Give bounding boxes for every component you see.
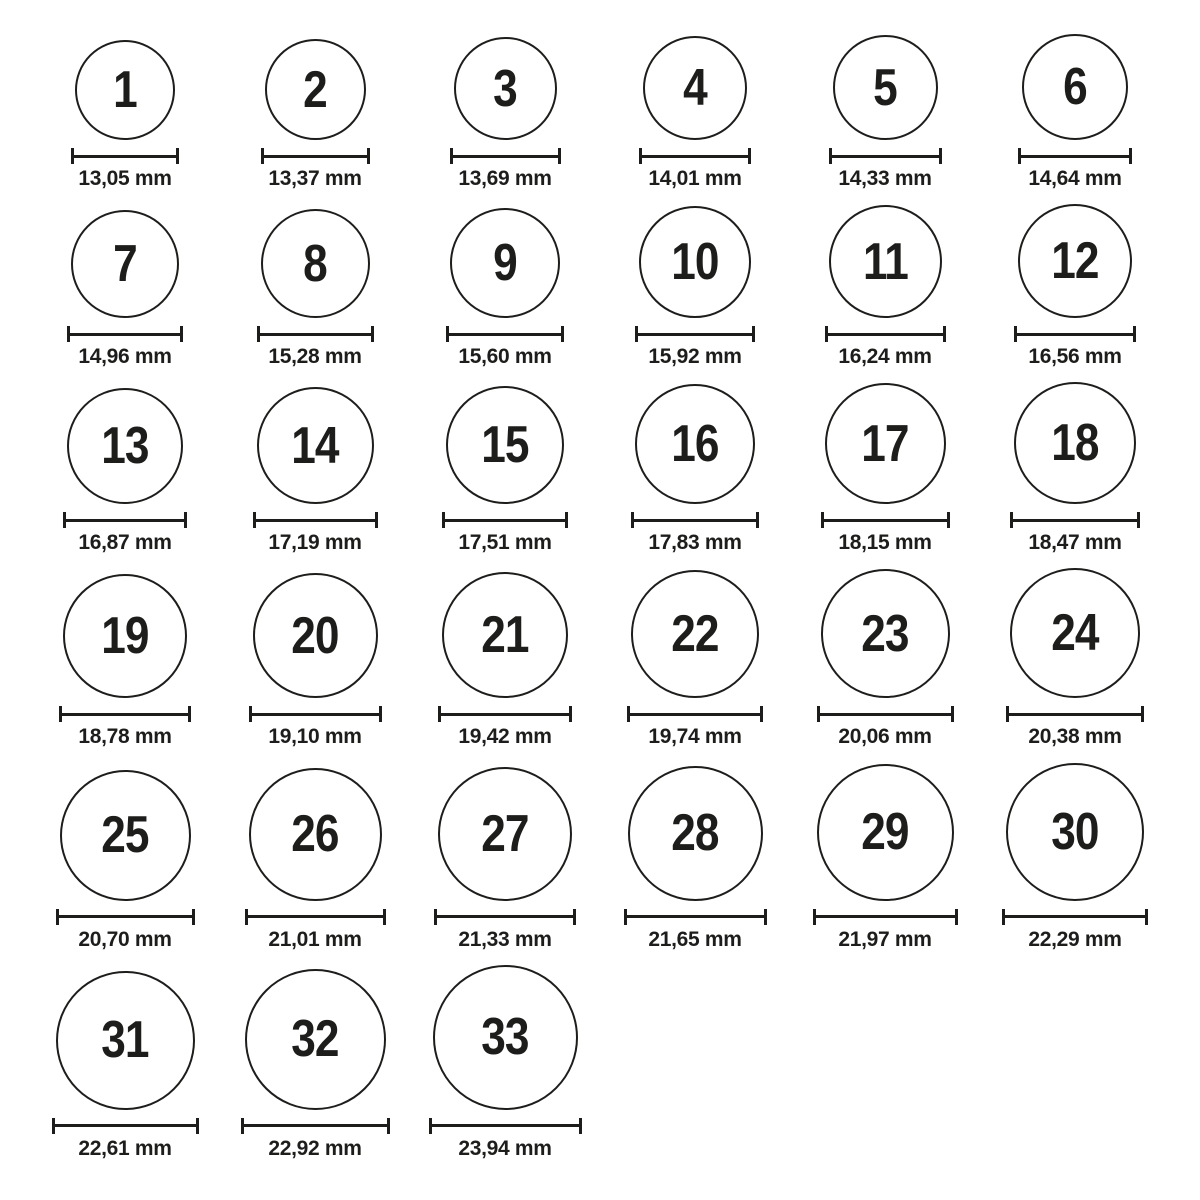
ring-size-number: 13 bbox=[101, 417, 149, 476]
ring-item bbox=[438, 572, 572, 749]
diameter-measure-ruler bbox=[627, 706, 763, 722]
ring-item bbox=[635, 206, 755, 369]
ring-circle bbox=[628, 766, 763, 901]
ring-circle bbox=[817, 764, 954, 901]
diameter-measure-ruler bbox=[825, 326, 946, 342]
ring-circle bbox=[643, 36, 747, 140]
ring-size-number: 4 bbox=[683, 59, 707, 117]
measure-line-bar bbox=[1005, 915, 1145, 918]
ring-circle bbox=[261, 209, 370, 318]
diameter-measure-ruler bbox=[71, 148, 179, 164]
diameter-label: 16,56 mm bbox=[1028, 345, 1122, 369]
ring-item bbox=[241, 969, 390, 1161]
diameter-label: 14,01 mm bbox=[648, 167, 742, 190]
measure-line-bar bbox=[74, 155, 176, 158]
measure-line-bar bbox=[59, 915, 192, 918]
ring-circle bbox=[75, 40, 175, 140]
ring-item bbox=[71, 40, 179, 191]
diameter-label: 21,65 mm bbox=[648, 927, 742, 951]
diameter-label: 19,42 mm bbox=[458, 725, 552, 749]
ring-size-number: 30 bbox=[1051, 802, 1099, 861]
diameter-label: 17,83 mm bbox=[648, 531, 742, 555]
ring-circle bbox=[639, 206, 751, 318]
ring-item bbox=[245, 768, 386, 952]
diameter-measure-ruler bbox=[1014, 326, 1136, 342]
ring-size-number: 18 bbox=[1051, 414, 1099, 473]
ring-size-number: 22 bbox=[671, 605, 719, 664]
ring-circle bbox=[1006, 763, 1144, 901]
ring-size-number: 20 bbox=[291, 606, 339, 665]
measure-line-bar bbox=[816, 915, 955, 918]
ring-circle bbox=[1018, 204, 1132, 318]
diameter-measure-ruler bbox=[429, 1118, 582, 1134]
diameter-label: 21,97 mm bbox=[838, 927, 932, 951]
ring-item bbox=[813, 764, 958, 952]
ring-size-number: 15 bbox=[481, 416, 529, 475]
ring-size-number: 27 bbox=[481, 804, 529, 863]
measure-line-bar bbox=[441, 713, 569, 716]
diameter-measure-ruler bbox=[1002, 909, 1148, 925]
ring-circle bbox=[442, 572, 568, 698]
measure-line-bar bbox=[445, 519, 565, 522]
ring-circle bbox=[56, 971, 195, 1110]
diameter-label: 18,47 mm bbox=[1028, 531, 1122, 555]
ring-circle bbox=[253, 573, 378, 698]
diameter-measure-ruler bbox=[245, 909, 386, 925]
ring-item bbox=[631, 384, 759, 555]
ring-circle bbox=[829, 205, 942, 318]
diameter-label: 20,70 mm bbox=[78, 927, 172, 951]
measure-line-bar bbox=[453, 155, 558, 158]
diameter-measure-ruler bbox=[1018, 148, 1132, 164]
ring-size-number: 9 bbox=[493, 234, 517, 293]
measure-line-bar bbox=[1009, 713, 1141, 716]
ring-circle bbox=[67, 388, 183, 504]
diameter-label: 13,37 mm bbox=[268, 167, 362, 190]
ring-size-number: 33 bbox=[481, 1008, 529, 1067]
ring-circle bbox=[631, 570, 759, 698]
ring-item bbox=[1006, 568, 1144, 749]
ring-item bbox=[1018, 34, 1132, 191]
ring-item bbox=[63, 388, 187, 555]
diameter-measure-ruler bbox=[631, 512, 759, 528]
diameter-measure-ruler bbox=[635, 326, 755, 342]
ring-size-number: 1 bbox=[113, 61, 137, 119]
ring-size-number: 6 bbox=[1063, 58, 1087, 116]
ring-circle bbox=[265, 39, 366, 140]
ring-circle bbox=[245, 969, 386, 1110]
measure-line-bar bbox=[634, 519, 756, 522]
ring-item bbox=[627, 570, 763, 749]
diameter-label: 21,01 mm bbox=[268, 927, 362, 951]
diameter-label: 21,33 mm bbox=[458, 927, 552, 951]
ring-item bbox=[67, 210, 183, 369]
ring-size-number: 23 bbox=[861, 604, 909, 663]
measure-line-bar bbox=[1013, 519, 1137, 522]
ring-size-number: 32 bbox=[291, 1010, 339, 1069]
ring-circle bbox=[63, 574, 187, 698]
measure-line-bar bbox=[1017, 333, 1133, 336]
measure-line-bar bbox=[1021, 155, 1129, 158]
measure-line-bar bbox=[828, 333, 943, 336]
ring-item bbox=[434, 767, 576, 952]
measure-line-bar bbox=[432, 1124, 579, 1127]
diameter-measure-ruler bbox=[446, 326, 564, 342]
ring-item bbox=[825, 205, 946, 369]
ring-item bbox=[817, 569, 954, 749]
diameter-measure-ruler bbox=[56, 909, 195, 925]
diameter-measure-ruler bbox=[253, 512, 378, 528]
ring-circle bbox=[433, 965, 578, 1110]
ring-circle bbox=[833, 35, 938, 140]
diameter-label: 14,33 mm bbox=[838, 167, 932, 190]
ring-size-number: 7 bbox=[113, 235, 137, 294]
ring-size-number: 25 bbox=[101, 806, 149, 865]
ring-size-number: 17 bbox=[861, 414, 909, 473]
measure-line-bar bbox=[820, 713, 951, 716]
ring-item bbox=[429, 965, 582, 1161]
ring-circle bbox=[454, 37, 557, 140]
ring-circle bbox=[446, 386, 564, 504]
ring-circle bbox=[635, 384, 755, 504]
diameter-label: 22,61 mm bbox=[78, 1136, 172, 1160]
measure-line-bar bbox=[62, 713, 188, 716]
ring-size-number: 5 bbox=[873, 58, 897, 117]
ring-circle bbox=[257, 387, 374, 504]
diameter-label: 18,78 mm bbox=[78, 725, 172, 749]
ring-size-number: 14 bbox=[291, 416, 339, 475]
diameter-label: 19,74 mm bbox=[648, 725, 742, 749]
ring-size-number: 21 bbox=[481, 606, 529, 665]
diameter-label: 23,94 mm bbox=[458, 1136, 552, 1160]
diameter-label: 22,29 mm bbox=[1028, 927, 1122, 951]
measure-line-bar bbox=[248, 915, 383, 918]
ring-size-number: 26 bbox=[291, 805, 339, 864]
diameter-label: 18,15 mm bbox=[838, 531, 932, 555]
ring-circle bbox=[60, 770, 191, 901]
diameter-measure-ruler bbox=[257, 326, 374, 342]
ring-circle bbox=[450, 208, 560, 318]
diameter-label: 15,60 mm bbox=[458, 345, 552, 369]
diameter-label: 20,06 mm bbox=[838, 725, 932, 749]
diameter-label: 20,38 mm bbox=[1028, 725, 1122, 749]
ring-item bbox=[257, 209, 374, 369]
diameter-measure-ruler bbox=[67, 326, 183, 342]
ring-item bbox=[1010, 382, 1140, 555]
ring-size-number: 8 bbox=[303, 234, 327, 293]
measure-line-bar bbox=[55, 1124, 196, 1127]
diameter-measure-ruler bbox=[59, 706, 191, 722]
ring-size-number: 16 bbox=[671, 415, 719, 474]
diameter-label: 13,69 mm bbox=[458, 167, 552, 190]
ring-item bbox=[1002, 763, 1148, 952]
ring-item bbox=[639, 36, 751, 191]
ring-size-number: 3 bbox=[493, 59, 517, 118]
diameter-label: 16,24 mm bbox=[838, 345, 932, 369]
ring-size-number: 24 bbox=[1051, 604, 1099, 663]
ring-item bbox=[442, 386, 568, 555]
ring-circle bbox=[1022, 34, 1128, 140]
ring-circle bbox=[821, 569, 950, 698]
ring-size-number: 29 bbox=[861, 803, 909, 862]
measure-line-bar bbox=[70, 333, 180, 336]
diameter-measure-ruler bbox=[442, 512, 568, 528]
measure-line-bar bbox=[244, 1124, 387, 1127]
ring-size-number: 11 bbox=[862, 232, 908, 291]
measure-line-bar bbox=[256, 519, 375, 522]
diameter-measure-ruler bbox=[821, 512, 950, 528]
ring-size-number: 31 bbox=[101, 1011, 149, 1070]
ring-item bbox=[52, 971, 199, 1161]
ring-item bbox=[1014, 204, 1136, 369]
diameter-measure-ruler bbox=[249, 706, 382, 722]
diameter-measure-ruler bbox=[624, 909, 767, 925]
diameter-measure-ruler bbox=[817, 706, 954, 722]
diameter-measure-ruler bbox=[829, 148, 942, 164]
diameter-measure-ruler bbox=[1010, 512, 1140, 528]
measure-line-bar bbox=[642, 155, 748, 158]
diameter-label: 13,05 mm bbox=[78, 167, 172, 190]
measure-line-bar bbox=[630, 713, 760, 716]
measure-line-bar bbox=[252, 713, 379, 716]
ring-size-number: 2 bbox=[303, 60, 327, 119]
diameter-measure-ruler bbox=[450, 148, 561, 164]
ring-size-number: 12 bbox=[1051, 232, 1099, 291]
measure-line-bar bbox=[627, 915, 764, 918]
ring-circle bbox=[71, 210, 179, 318]
diameter-measure-ruler bbox=[52, 1118, 199, 1134]
ring-size-number: 28 bbox=[671, 804, 719, 863]
diameter-measure-ruler bbox=[434, 909, 576, 925]
ring-circle bbox=[1010, 568, 1140, 698]
ring-circle bbox=[1014, 382, 1136, 504]
ring-size-number: 19 bbox=[101, 607, 149, 666]
diameter-measure-ruler bbox=[1006, 706, 1144, 722]
measure-line-bar bbox=[260, 333, 371, 336]
diameter-label: 14,64 mm bbox=[1028, 167, 1122, 190]
diameter-label: 22,92 mm bbox=[268, 1136, 362, 1160]
ring-circle bbox=[249, 768, 382, 901]
diameter-measure-ruler bbox=[438, 706, 572, 722]
ring-size-number: 10 bbox=[671, 233, 719, 292]
ring-item bbox=[253, 387, 378, 555]
ring-circle bbox=[825, 383, 946, 504]
ring-item bbox=[261, 39, 370, 191]
diameter-label: 17,51 mm bbox=[458, 531, 552, 555]
ring-item bbox=[624, 766, 767, 952]
diameter-label: 19,10 mm bbox=[268, 725, 362, 749]
measure-line-bar bbox=[437, 915, 573, 918]
diameter-label: 15,92 mm bbox=[648, 345, 742, 369]
ring-item bbox=[56, 770, 195, 952]
diameter-label: 15,28 mm bbox=[268, 345, 362, 369]
measure-line-bar bbox=[824, 519, 947, 522]
diameter-label: 14,96 mm bbox=[78, 345, 172, 369]
ring-item bbox=[59, 574, 191, 749]
diameter-measure-ruler bbox=[639, 148, 751, 164]
ring-circle bbox=[438, 767, 572, 901]
measure-line-bar bbox=[264, 155, 367, 158]
ring-item bbox=[829, 35, 942, 191]
diameter-label: 17,19 mm bbox=[268, 531, 362, 555]
measure-line-bar bbox=[832, 155, 939, 158]
diameter-measure-ruler bbox=[813, 909, 958, 925]
measure-line-bar bbox=[638, 333, 752, 336]
diameter-measure-ruler bbox=[261, 148, 370, 164]
diameter-measure-ruler bbox=[63, 512, 187, 528]
ring-item bbox=[450, 37, 561, 191]
ring-item bbox=[821, 383, 950, 555]
ring-item bbox=[249, 573, 382, 749]
diameter-measure-ruler bbox=[241, 1118, 390, 1134]
ring-item bbox=[446, 208, 564, 369]
measure-line-bar bbox=[66, 519, 184, 522]
measure-line-bar bbox=[449, 333, 561, 336]
diameter-label: 16,87 mm bbox=[78, 531, 172, 555]
